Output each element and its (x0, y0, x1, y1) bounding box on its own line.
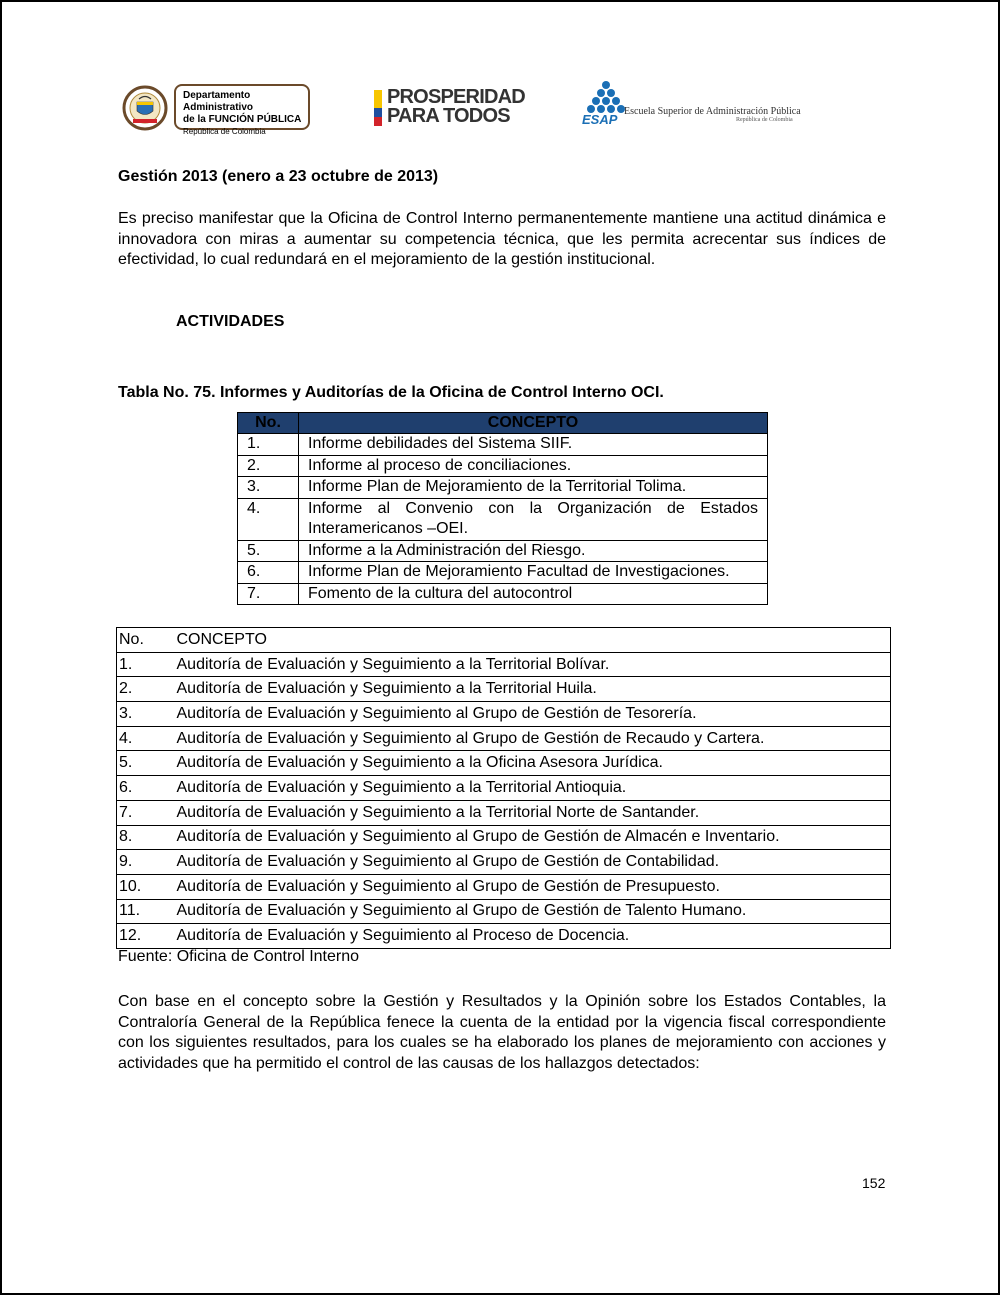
row-number: 10. (117, 874, 175, 899)
row-concept: Auditoría de Evaluación y Seguimiento al Grupo de Gestión de Contabilidad. (175, 850, 891, 875)
table-row (238, 455, 768, 477)
row-concept: Auditoría de Evaluación y Seguimiento a la Territorial Norte de Santander. (175, 800, 891, 825)
table-header-row (117, 628, 891, 653)
dafp-line3: República de Colombia (183, 127, 266, 136)
prosperidad-line2: PARA TODOS (387, 105, 510, 127)
table-row (117, 874, 891, 899)
row-concept: Auditoría de Evaluación y Seguimiento a la Territorial Huila. (175, 677, 891, 702)
dafp-line1: Departamento Administrativo (183, 90, 254, 113)
row-number: 3. (238, 477, 299, 499)
row-number: 5. (117, 751, 175, 776)
table-row (117, 924, 891, 949)
table-source: Fuente: Oficina de Control Interno (118, 948, 360, 965)
row-concept: Auditoría de Evaluación y Seguimiento al Grupo de Gestión de Talento Humano. (175, 899, 891, 924)
table-row (117, 800, 891, 825)
row-number: 4. (117, 726, 175, 751)
row-concept: Auditoría de Evaluación y Seguimiento a la Territorial Bolívar. (175, 652, 891, 677)
row-number: 6. (117, 776, 175, 801)
colombia-seal-icon (122, 82, 168, 134)
row-number: 7. (238, 583, 299, 605)
row-concept: Informe al proceso de conciliaciones. (299, 455, 768, 477)
table-row (117, 776, 891, 801)
row-concept: Auditoría de Evaluación y Seguimiento al Proceso de Docencia. (175, 924, 891, 949)
row-number: 5. (238, 540, 299, 562)
row-number: 4. (238, 498, 299, 540)
table-row (238, 434, 768, 456)
auditorias-table (116, 627, 891, 949)
row-concept: Auditoría de Evaluación y Seguimiento a la Territorial Antioquia. (175, 776, 891, 801)
row-number: 1. (238, 434, 299, 456)
page-number: 152 (862, 1175, 886, 1191)
header-concept: CONCEPTO (175, 628, 891, 653)
table-row (238, 562, 768, 584)
esap-name: Escuela Superior de Administración Pública (624, 106, 801, 117)
table-row (117, 751, 891, 776)
esap-logo (580, 80, 810, 130)
table-row (117, 652, 891, 677)
section-heading: Gestión 2013 (enero a 23 octubre de 2013) (118, 168, 439, 185)
row-number: 9. (117, 850, 175, 875)
table-header-row (238, 413, 768, 434)
row-concept: Auditoría de Evaluación y Seguimiento al Grupo de Gestión de Almacén e Inventario. (175, 825, 891, 850)
row-concept: Informe al Convenio con la Organización de Estados Interamericanos –OEI. (299, 498, 768, 540)
table-row (117, 850, 891, 875)
header-no: No. (238, 413, 299, 434)
table-row (117, 726, 891, 751)
row-number: 2. (238, 455, 299, 477)
prosperidad-logo (374, 88, 530, 130)
row-number: 1. (117, 652, 175, 677)
dafp-name-box (174, 84, 310, 136)
closing-paragraph: Con base en el concepto sobre la Gestión y Resultados y la Opinión sobre los Estados Contables, la Contraloría General de la República fenece la cuenta de la entidad por la vigencia fiscal correspondiente con los siguientes resultados, para los cuales se ha elaborado los planes de mejoramiento con acciones y actividades que ha permitido el control de las causas de los hallazgos detectados: (118, 993, 886, 1072)
row-concept: Auditoría de Evaluación y Seguimiento al Grupo de Gestión de Tesorería. (175, 702, 891, 727)
header-concept: CONCEPTO (299, 413, 768, 434)
row-concept: Fomento de la cultura del autocontrol (299, 583, 768, 605)
table-row (238, 498, 768, 540)
esap-dots-icon (580, 80, 632, 126)
row-number: 8. (117, 825, 175, 850)
row-number: 11. (117, 899, 175, 924)
row-concept: Auditoría de Evaluación y Seguimiento a la Oficina Asesora Jurídica. (175, 751, 891, 776)
table-row (117, 825, 891, 850)
row-concept: Informe Plan de Mejoramiento Facultad de Investigaciones. (299, 562, 768, 584)
table-row (238, 477, 768, 499)
table-row (117, 677, 891, 702)
row-concept: Auditoría de Evaluación y Seguimiento al Grupo de Gestión de Presupuesto. (175, 874, 891, 899)
header-no: No. (117, 628, 175, 653)
row-number: 7. (117, 800, 175, 825)
colombia-flag-icon (374, 90, 382, 126)
esap-acronym: ESAP (582, 112, 618, 126)
esap-subtitle: República de Colombia (736, 117, 793, 123)
activities-subheading: ACTIVIDADES (176, 313, 285, 330)
prosperidad-line1: PROSPERIDAD (387, 86, 525, 108)
dafp-logo (122, 82, 314, 134)
row-concept: Informe debilidades del Sistema SIIF. (299, 434, 768, 456)
intro-paragraph: Es preciso manifestar que la Oficina de Control Interno permanentemente mantiene una actitud dinámica e innovadora con miras a aumentar su competencia técnica, que les permita acrecentar sus índices de efectividad, lo cual redundará en el mejoramiento de la gestión institucional. (118, 210, 886, 268)
row-number: 6. (238, 562, 299, 584)
row-concept: Auditoría de Evaluación y Seguimiento al Grupo de Gestión de Recaudo y Cartera. (175, 726, 891, 751)
table-row (117, 899, 891, 924)
prosperidad-text (387, 88, 525, 126)
row-concept: Informe Plan de Mejoramiento de la Territorial Tolima. (299, 477, 768, 499)
row-number: 3. (117, 702, 175, 727)
table-row (117, 702, 891, 727)
table-caption: Tabla No. 75. Informes y Auditorías de la Oficina de Control Interno OCI. (118, 384, 664, 401)
row-concept: Informe a la Administración del Riesgo. (299, 540, 768, 562)
informes-table (237, 412, 768, 605)
dafp-line2: de la FUNCIÓN PÚBLICA (183, 114, 302, 125)
row-number: 12. (117, 924, 175, 949)
row-number: 2. (117, 677, 175, 702)
table-row (238, 540, 768, 562)
table-row (238, 583, 768, 605)
